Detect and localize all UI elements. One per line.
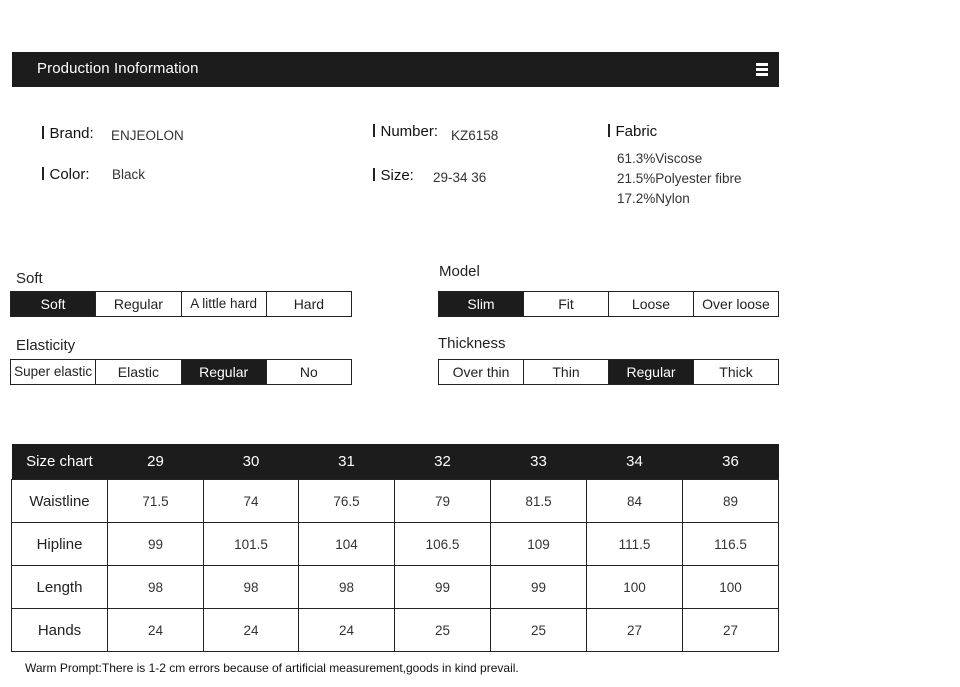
table-cell: 27 xyxy=(683,609,779,652)
table-header-cell: 31 xyxy=(299,444,395,480)
table-cell: 109 xyxy=(491,523,587,566)
label-bar-icon xyxy=(373,124,375,137)
table-cell: 111.5 xyxy=(587,523,683,566)
table-cell: 106.5 xyxy=(395,523,491,566)
table-cell: 81.5 xyxy=(491,480,587,523)
table-cell: 25 xyxy=(395,609,491,652)
elasticity-option: Regular xyxy=(182,360,267,384)
soft-option: A little hard xyxy=(182,292,267,316)
fabric-label: Fabric xyxy=(615,123,658,140)
table-cell: 100 xyxy=(587,566,683,609)
fabric-field xyxy=(608,123,657,140)
table-header-cell: Size chart xyxy=(12,444,108,480)
table-cell: 71.5 xyxy=(108,480,204,523)
color-value-wrap xyxy=(112,166,145,182)
brand-label: Brand: xyxy=(49,125,94,142)
number-value-wrap xyxy=(451,127,498,143)
size-value: 29-34 36 xyxy=(433,170,487,185)
thickness-option: Over thin xyxy=(439,360,524,384)
thickness-title: Thickness xyxy=(438,335,506,352)
model-option: Slim xyxy=(439,292,524,316)
warm-prompt: Warm Prompt:There is 1-2 cm errors because of artificial measurement,goods in kind prevail. xyxy=(25,661,519,675)
table-row xyxy=(12,480,779,523)
table-cell: 25 xyxy=(491,609,587,652)
table-header-cell: 29 xyxy=(108,444,204,480)
label-bar-icon xyxy=(608,124,610,137)
thickness-option: Thick xyxy=(719,364,753,380)
table-cell: 99 xyxy=(491,566,587,609)
table-row xyxy=(12,609,779,652)
menu-icon[interactable] xyxy=(756,63,768,76)
table-header-row xyxy=(12,444,779,480)
label-bar-icon xyxy=(373,168,375,181)
fabric-line: 61.3%Viscose xyxy=(617,151,703,166)
table-row-label: Hipline xyxy=(12,523,108,566)
table-cell: 89 xyxy=(683,480,779,523)
size-field xyxy=(373,167,414,184)
number-value: KZ6158 xyxy=(451,128,499,143)
model-scale xyxy=(438,291,779,317)
table-cell: 74 xyxy=(204,480,299,523)
elasticity-title: Elasticity xyxy=(16,337,76,354)
thickness-option: Regular xyxy=(609,360,694,384)
brand-field xyxy=(42,125,94,142)
elasticity-option: Elastic xyxy=(96,360,181,384)
table-header-cell: 36 xyxy=(683,444,779,480)
fabric-line: 17.2%Nylon xyxy=(617,191,690,206)
table-cell: 24 xyxy=(299,609,395,652)
soft-scale xyxy=(10,291,352,317)
table-cell: 99 xyxy=(108,523,204,566)
table-cell: 101.5 xyxy=(204,523,299,566)
fabric-composition xyxy=(617,149,742,209)
table-row-label: Hands xyxy=(12,609,108,652)
model-option: Over loose xyxy=(702,296,770,312)
table-row xyxy=(12,523,779,566)
elasticity-scale xyxy=(10,359,352,385)
label-bar-icon xyxy=(42,167,44,180)
table-header-cell: 34 xyxy=(587,444,683,480)
table-cell: 84 xyxy=(587,480,683,523)
soft-option: Hard xyxy=(293,296,325,312)
table-cell: 100 xyxy=(683,566,779,609)
size-label: Size: xyxy=(380,167,414,184)
soft-option: Soft xyxy=(11,292,96,316)
color-field xyxy=(42,166,90,183)
color-value: Black xyxy=(112,167,146,182)
section-header xyxy=(12,52,779,87)
table-cell: 99 xyxy=(395,566,491,609)
model-title: Model xyxy=(439,263,480,280)
table-header-cell: 30 xyxy=(204,444,299,480)
brand-value: ENJEOLON xyxy=(111,128,184,143)
number-label: Number: xyxy=(380,123,439,140)
brand-value-wrap xyxy=(111,127,184,143)
fabric-line: 21.5%Polyester fibre xyxy=(617,171,742,186)
number-field xyxy=(373,123,438,140)
table-cell: 79 xyxy=(395,480,491,523)
table-cell: 24 xyxy=(108,609,204,652)
table-header-cell: 32 xyxy=(395,444,491,480)
thickness-scale xyxy=(438,359,779,385)
thickness-option: Thin xyxy=(524,360,609,384)
size-chart-table xyxy=(11,444,779,652)
table-cell: 76.5 xyxy=(299,480,395,523)
model-option: Loose xyxy=(609,292,694,316)
label-bar-icon xyxy=(42,126,44,139)
table-cell: 98 xyxy=(204,566,299,609)
table-cell: 27 xyxy=(587,609,683,652)
table-row xyxy=(12,566,779,609)
table-cell: 98 xyxy=(299,566,395,609)
elasticity-option: Super elastic xyxy=(11,360,96,384)
table-row-label: Length xyxy=(12,566,108,609)
table-cell: 98 xyxy=(108,566,204,609)
table-row-label: Waistline xyxy=(12,480,108,523)
soft-option: Regular xyxy=(96,292,181,316)
soft-title: Soft xyxy=(16,270,43,287)
table-header-cell: 33 xyxy=(491,444,587,480)
color-label: Color: xyxy=(49,166,90,183)
size-value-wrap xyxy=(433,169,486,185)
table-cell: 116.5 xyxy=(683,523,779,566)
table-cell: 104 xyxy=(299,523,395,566)
table-cell: 24 xyxy=(204,609,299,652)
section-title: Production Inoformation xyxy=(37,60,199,77)
model-option: Fit xyxy=(524,292,609,316)
elasticity-option: No xyxy=(299,364,318,380)
